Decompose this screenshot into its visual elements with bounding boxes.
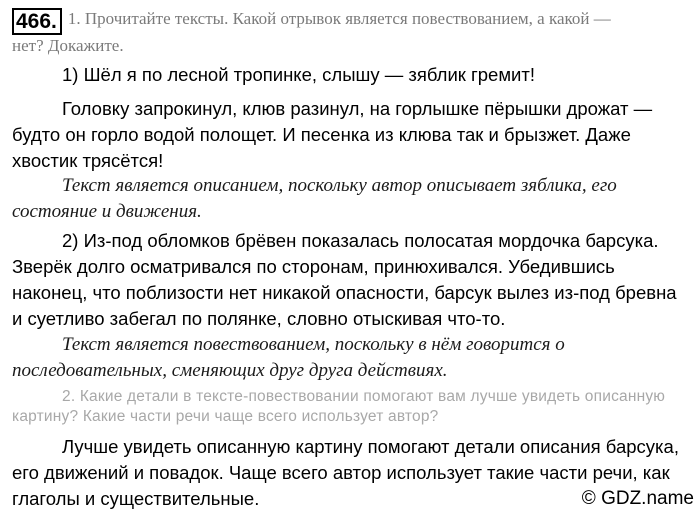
answer-2	[12, 332, 692, 384]
task-2-instruction	[12, 387, 692, 427]
answer-3-line: его движений и повадок. Чаще всего автор использует такие части речи, как	[12, 462, 670, 483]
answer-1	[12, 173, 692, 225]
text-2-line: 2) Из-под обломков брёвен показалась полосатая мордочка барсука.	[62, 230, 659, 251]
text-2-line: Зверёк долго осматривался по сторонам, принюхивался. Убедившись	[12, 256, 615, 277]
text-2	[12, 228, 692, 332]
answer-3-line: глаголы и существительные.	[12, 488, 260, 509]
text-1-body	[12, 96, 692, 174]
task-instruction-line-2: нет? Докажите.	[12, 36, 124, 55]
text-1-body-line: будто он горло водой полощет. И песенка из клюва так и брызжет. Даже	[12, 124, 631, 145]
text-2-line: наконец, что поблизости нет никакой опасности, барсук вылез из-под бревна	[12, 282, 677, 303]
text-2-line: и суетливо забегал по полянке, словно отыскивая что-то.	[12, 308, 506, 329]
answer-1-line: состояние и движения.	[12, 201, 202, 222]
task-number: 466.	[12, 8, 62, 35]
text-1-body-line: хвостик трясётся!	[12, 150, 164, 171]
text-1-line: 1) Шёл я по лесной тропинке, слышу — зяблик гремит!	[62, 64, 536, 85]
watermark: © GDZ.name	[581, 488, 694, 509]
answer-2-line: Текст является повествованием, поскольку в нём говорится о	[62, 334, 565, 355]
task-2-line: картину? Какие части речи чаще всего использует автор?	[12, 408, 439, 425]
text-1-intro	[12, 62, 692, 88]
task-header	[12, 8, 692, 55]
text-1-body-line: Головку запрокинул, клюв разинул, на горлышке пёрышки дрожат —	[62, 98, 653, 119]
task-instruction-line-1: 1. Прочитайте тексты. Какой отрывок является повествованием, а какой —	[67, 9, 611, 28]
task-2-line: 2. Какие детали в тексте-повествовании помогают вам лучше увидеть описанную	[62, 388, 666, 405]
answer-2-line: последовательных, сменяющих друг друга действиях.	[12, 360, 448, 381]
answer-1-line: Текст является описанием, поскольку автор описывает зяблика, его	[62, 175, 617, 196]
answer-3-line: Лучше увидеть описанную картину помогают детали описания барсука,	[62, 436, 679, 457]
